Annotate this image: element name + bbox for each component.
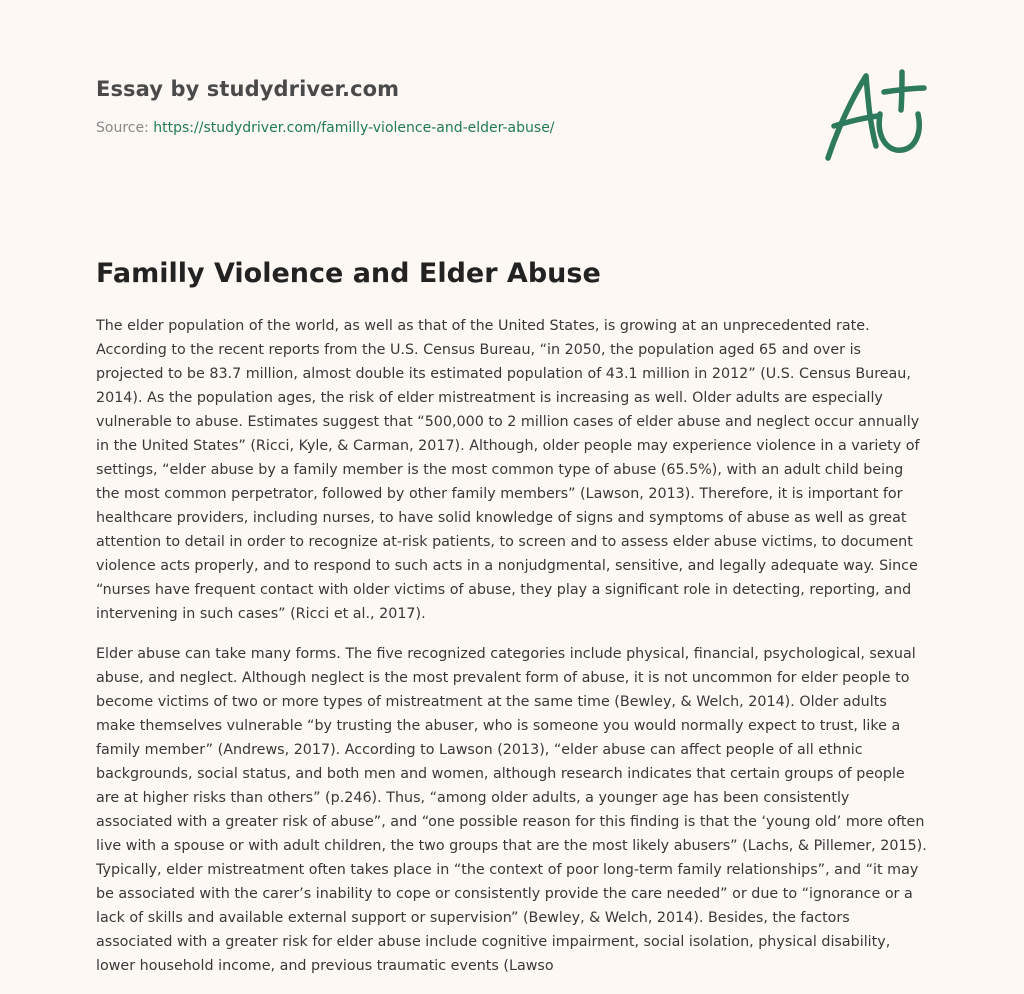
- essay-paragraph-2: Elder abuse can take many forms. The five recognized categories include physical, financial, psychological, sexual abuse, and neglect. Although neglect is the most prevalent form of abuse, it is not uncommon for elder people to become victims of two or more types of mistreatment at the same time (Bewley, & Welch, 2014). Older adults make themselves vulnerable “by trusting the abuser, who is someone you would normally expect to trust, like a family member” (Andrews, 2017). According to Lawson (2013), “elder abuse can affect people of all ethnic backgrounds, social status, and both men and women, although research indicates that certain groups of people are at higher risks than others” (p.246). Thus, “among older adults, a younger age has been consistently associated with a greater risk of abuse”, and “one possible reason for this finding is that the ‘young old’ more often live with a spouse or with adult children, the two groups that are the most likely abusers” (Lachs, & Pillemer, 2015). Typically, elder mistreatment often takes place in “the context of poor long-term family relationships”, and “it may be associated with the carer’s inability to cope or consistently provide the care needed” or due to “ignorance or a lack of skills and available external support or supervision” (Bewley, & Welch, 2014). Besides, the factors associated with a greater risk for elder abuse include cognitive impairment, social isolation, physical disability, lower household income, and previous traumatic events (Lawso: [96, 646, 927, 974]
- essay-header: [96, 74, 796, 138]
- a-plus-icon: [822, 66, 930, 166]
- brand-title: Essay by studydriver.com: [96, 77, 400, 101]
- essay-title: Familly Violence and Elder Abuse: [96, 258, 601, 289]
- source-link[interactable]: https://studydriver.com/familly-violence-and-elder-abuse/: [153, 120, 555, 136]
- essay-paragraph-1: The elder population of the world, as well as that of the United States, is growing at an unprecedented rate. According to the recent reports from the U.S. Census Bureau, “in 2050, the population aged 65 and over is projected to be 83.7 million, almost double its estimated population of 43.1 million in 2012” (U.S. Census Bureau, 2014). As the population ages, the risk of elder mistreatment is increasing as well. Older adults are especially vulnerable to abuse. Estimates suggest that “500,000 to 2 million cases of elder abuse and neglect occur annually in the United States” (Ricci, Kyle, & Carman, 2017). Although, older people may experience violence in a variety of settings, “elder abuse by a family member is the most common type of abuse (65.5%), with an adult child being the most common perpetrator, followed by other family members” (Lawson, 2013). Therefore, it is important for healthcare providers, including nurses, to have solid knowledge of signs and symptoms of abuse as well as great attention to detail in order to recognize at-risk patients, to screen and to assess elder abuse victims, to document violence acts properly, and to respond to such acts in a nonjudgmental, sensitive, and legally adequate way. Since “nurses have frequent contact with older victims of abuse, they play a significant role in detecting, reporting, and intervening in such cases” (Ricci et al., 2017).: [96, 318, 920, 622]
- source-line: [96, 118, 796, 138]
- a-plus-logo-svg: [822, 66, 930, 166]
- source-label: Source:: [96, 120, 154, 136]
- essay-body: [96, 314, 930, 994]
